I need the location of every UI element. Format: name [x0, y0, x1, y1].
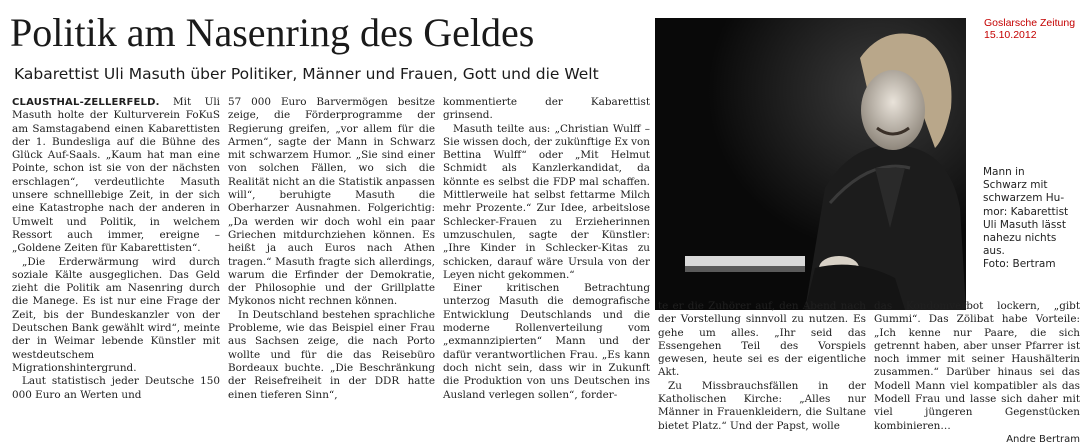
newspaper-name: Goslarsche Zeitung — [984, 17, 1076, 29]
caption-line: Mann in — [983, 166, 1025, 178]
article-photo — [655, 18, 966, 310]
paragraph: Einer kritischen Betrachtung unterzog Masuth die demografische Entwicklung Deutschlands und die moderne Rollenverteilung vom „exmannzipierten“ Mann und der dafür verantwortlichen Frau. „Es kann doch nicht sein, dass wir in Zukunft die Produktion von uns Deutschen ins Ausland verlegen sollen“, forder- — [443, 282, 650, 401]
photo-of-kabarettist — [655, 18, 966, 310]
paragraph: „Die Erderwärmung wird durch soziale Kälte ausgeglichen. Das Geld zieht die Politik am Nasenring durch die Manege. Es ist nur eine Frage der Zeit, bis der Bundeskanzler von der Deutschen Bank gewählt wird“, meinte der in Weimar lebende Künstler mit westdeutschem Migrationshintergrund. — [12, 255, 220, 374]
caption-line: schwarzem Hu- — [983, 192, 1065, 205]
paragraph: das Kondomverbot lockern, „gibt Gummi“. Das Zölibat habe Vorteile: „Ich kenne nur Paare, die sich getrennt haben, aber unser Pfarrer ist noch immer mit seiner Haushälterin zusammen.“ Darüber hinaus sei das Modell Mann viel kompatibler als das Modell Frau und lasse sich daher mit viel jüngeren Gegenstücken kombinieren… — [874, 300, 1080, 432]
caption-line: nahezu nichts — [983, 232, 1057, 245]
paragraph: Masuth teilte aus: „Christian Wulff – Sie wissen doch, der zukünftige Ex von Bettina Wulff“ oder „Mit Helmut Schmidt als Kanzlerkandidat, da könnte es selbst die FDP mal schaffen. Mittlerweile hat selbst fettarme Milch mehr Prozente.“ Zur Idee, arbeitslose Schlecker-Frauen zu Erzieherinnen umzuschulen, sagte der Künstler: „Ihre Kinder in Schlecker-Kitas zu schicken, darauf wäre Ursula von der Leyen nicht gekommen.“ — [443, 122, 650, 281]
article-column-2 — [228, 96, 435, 418]
source-label — [984, 17, 1084, 41]
paragraph: Laut statistisch jeder Deutsche 150 000 Euro an Werten und — [12, 375, 220, 401]
article-column-3 — [443, 96, 650, 418]
paragraph: Zu Missbrauchsfällen in der Katholischen Kirche: „Alles nur Männer in Frauenkleidern, die Sultane bietet Platz.“ Und der Papst, wolle — [658, 379, 866, 432]
article-subheadline: Kabarettist Uli Masuth über Politiker, Männer und Frauen, Gott und die Welt — [14, 65, 599, 83]
photo-credit: Foto: Bertram — [983, 258, 1056, 271]
caption-line: Uli Masuth lässt — [983, 218, 1066, 231]
caption-line: aus. — [983, 245, 1005, 258]
paragraph: Mit Uli Masuth holte der Kulturverein FoKuS am Samstagabend einen Kabarettisten der 1. Bundesliga auf die Bühne des Glück Auf-Saals. „Kaum hat man eine Pointe, schon ist sie von der nächsten erschlagen“, verdeutlichte Masuth unsere schnelllebige Zeit, in der sich eine Katastrophe nach der anderen in Umwelt und Politik, in welchem Ressort auch immer, ereigne – „Goldene Zeiten für Kabarettisten“. — [12, 96, 220, 255]
caption-line: Schwarz mit — [983, 179, 1048, 192]
caption-line: mor: Kabarettist — [983, 205, 1069, 218]
paragraph: kommentierte der Kabarettist grinsend. — [443, 96, 650, 122]
article-column-5 — [874, 300, 1080, 445]
paragraph: 57 000 Euro Barvermögen besitze zeige, die Förderprogramme der Regierung greifen, „vor allem für die Armen“, sagte der Mann in Schwarz mit schwarzem Humor. „Sie sind einer von solchen Fällen, wo sich die Realität nicht an die Statistik anpassen will“, beruhigte Masuth die Oberharzer Ausnahmen. Folgerichtig: „Da werden wir doch wohl ein paar Griechen mitdurchziehen können. Es heißt ja auch Euros nach Athen tragen.“ Masuth fragte sich allerdings, warum die Erfinder der Demokratie, der Philosophie und der Grillplatte Mykonos nicht rechnen können. — [228, 96, 435, 308]
article-column-1 — [12, 96, 220, 418]
photo-caption — [983, 166, 1083, 272]
dateline: CLAUSTHAL-ZELLERFELD. — [12, 97, 160, 108]
publication-date: 15.10.2012 — [984, 29, 1037, 41]
paragraph: te er die Zuhörer auf, den Abend nach der Vorstellung sinnvoll zu nutzen. Es gehe um alles. „Ihr seid das Essengehen Teil des Vorspiels gewesen, heute sei es der eigentliche Akt. — [658, 300, 866, 379]
article-headline: Politik am Nasenring des Geldes — [10, 10, 535, 55]
article-column-4 — [658, 300, 866, 432]
author-byline: Andre Bertram — [1006, 433, 1080, 445]
paragraph: In Deutschland bestehen sprachliche Probleme, wie das Beispiel einer Frau aus Sachsen zeige, die nach Porto wollte und für die das Reisebüro Bordeaux buchte. „Die Beschränkung der Reisefreiheit in der DDR hatte einen tieferen Sinn“, — [228, 308, 435, 401]
